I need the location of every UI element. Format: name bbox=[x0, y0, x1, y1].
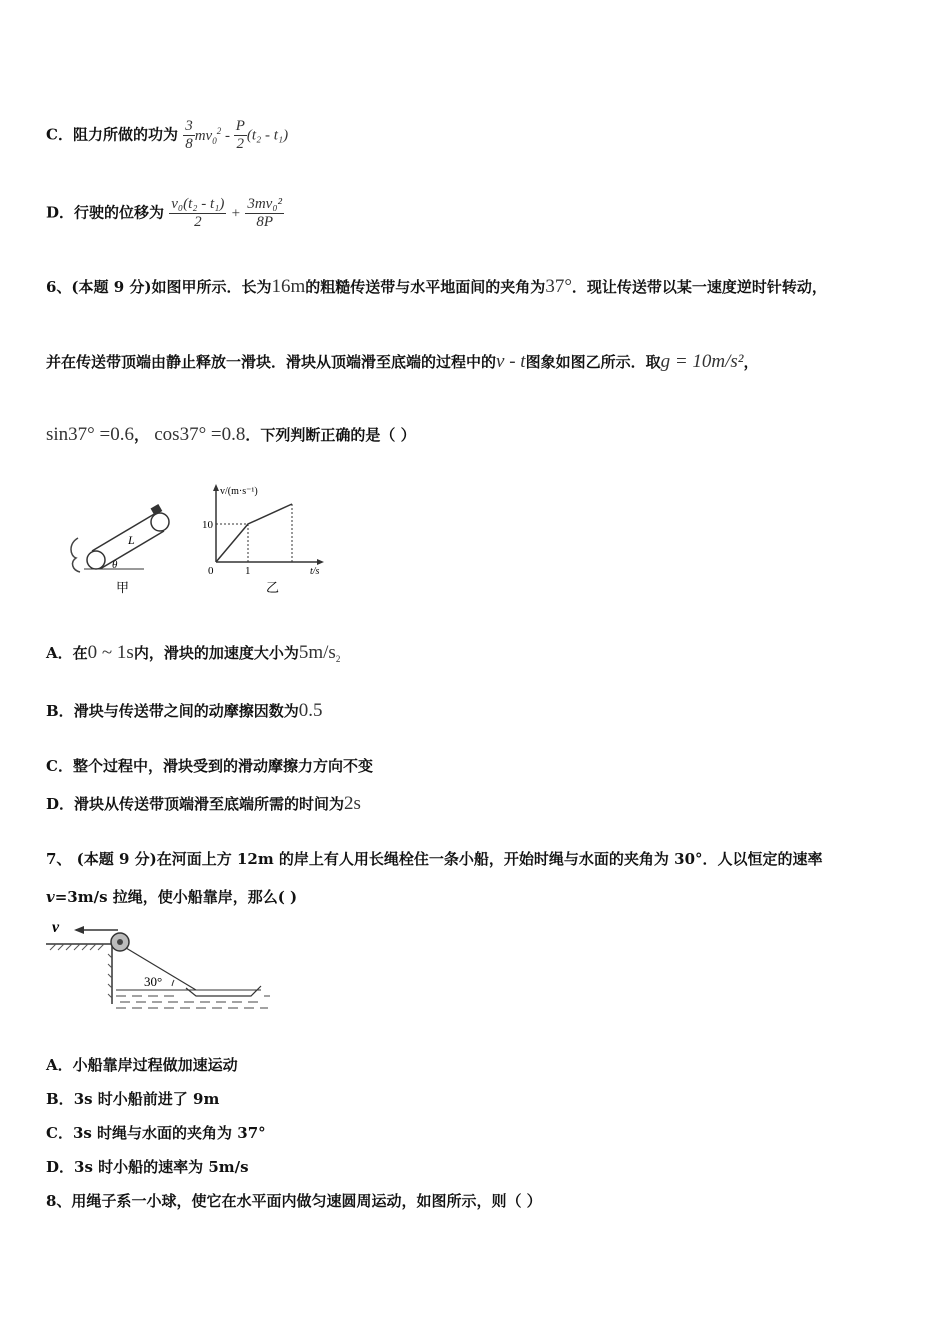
q8-stem-line1: 8、用绳子系一小球，使它在水平面内做匀速圆周运动，如图所示，则（ ） bbox=[46, 1192, 542, 1210]
caption-jia: 甲 bbox=[116, 580, 130, 595]
q6-stem-line3 bbox=[46, 424, 416, 446]
pull-arrow bbox=[74, 926, 84, 934]
q6-stem-text: 图象如图乙所示．取 bbox=[525, 353, 661, 371]
q6-stem-text: 6、(本题 9 分)如图甲所示．长为 bbox=[46, 278, 272, 296]
frac-den: 8P bbox=[256, 214, 274, 230]
q6-mu: 0.5 bbox=[298, 700, 323, 721]
q6-stem-text: ．现让传送带以某一速度逆时针转动， bbox=[571, 278, 827, 296]
q5-option-c-label: C． bbox=[46, 125, 73, 144]
option-label: D． bbox=[46, 795, 75, 813]
plus-sign: + bbox=[231, 205, 241, 222]
frac-num: v₀(t₂ - t₁) bbox=[171, 196, 225, 212]
q6-accel-sub: 2 bbox=[335, 654, 341, 664]
q6-time: 2s bbox=[344, 793, 361, 814]
y-label: v/(m·s⁻¹) bbox=[220, 486, 258, 497]
q5-option-c-paren: (t₂ - t₁) bbox=[246, 127, 289, 144]
boat bbox=[186, 986, 261, 996]
label-L: L bbox=[128, 533, 135, 547]
q6-stem-text: ．下列判断正确的是（ ） bbox=[245, 426, 416, 444]
q6-figure-yi bbox=[200, 480, 340, 600]
q7-stem-line2 bbox=[46, 886, 297, 907]
q5-option-d-frac1 bbox=[169, 196, 226, 231]
frac-den: 2 bbox=[194, 214, 202, 230]
q6-range: 0 ~ 1s bbox=[87, 642, 134, 663]
q7-stem-line1: 7、 (本题 9 分)在河面上方 12m 的岸上有人用长绳栓住一条小船，开始时绳与水面的夹角为 30°．人以恒定的速率 bbox=[46, 850, 823, 868]
pulley-axle bbox=[117, 939, 123, 945]
q6-length: 16m bbox=[271, 276, 306, 297]
q5-option-c-frac2 bbox=[234, 118, 247, 153]
frac-num: 3 bbox=[185, 118, 193, 134]
belt-upper bbox=[92, 513, 156, 551]
minus-sign: - bbox=[224, 127, 230, 144]
caption-yi: 乙 bbox=[266, 580, 280, 595]
option-text: 在 bbox=[72, 644, 88, 662]
q6-stem-text: 的粗糙传送带与水平地面间的夹角为 bbox=[305, 278, 546, 296]
q6-sin: sin37° =0.6 bbox=[46, 424, 134, 445]
option-text: 3s 时绳与水面的夹角为 37° bbox=[72, 1124, 266, 1142]
y-arrow bbox=[213, 484, 219, 491]
q7-option-a bbox=[46, 1054, 238, 1075]
q6-comma: ， bbox=[134, 426, 150, 444]
q7-v: v bbox=[46, 888, 55, 906]
tick-10: 10 bbox=[202, 519, 213, 531]
x-arrow bbox=[317, 559, 324, 565]
q5-option-d-text: 行驶的位移为 bbox=[74, 203, 165, 222]
q6-stem-line2 bbox=[46, 351, 759, 373]
frac-den: 2 bbox=[236, 136, 245, 152]
option-text: 内，滑块的加速度大小为 bbox=[133, 644, 299, 662]
q6-gravity: g = 10m/s² bbox=[660, 351, 744, 372]
label-theta: θ bbox=[112, 559, 118, 571]
pulley-bottom bbox=[87, 551, 105, 569]
angle-arc bbox=[172, 980, 174, 986]
q6-vt: v - t bbox=[496, 351, 526, 372]
option-text: 滑块从传送带顶端滑至底端所需的时间为 bbox=[74, 795, 345, 813]
q6-figure-jia bbox=[64, 498, 184, 598]
q5-option-c bbox=[46, 118, 288, 153]
q7-option-b bbox=[46, 1088, 219, 1109]
q5-option-c-text: 阻力所做的功为 bbox=[72, 125, 178, 144]
option-text: 整个过程中，滑块受到的滑动摩擦力方向不变 bbox=[72, 757, 373, 775]
q6-option-c bbox=[46, 755, 373, 776]
q5-option-c-term bbox=[194, 125, 234, 146]
tick-0: 0 bbox=[208, 565, 214, 577]
sup-two: 2 bbox=[216, 125, 222, 136]
frac-den: 8 bbox=[185, 136, 193, 152]
tick-1: 1 bbox=[245, 565, 251, 577]
frac-num: P bbox=[235, 118, 245, 134]
q7-option-c bbox=[46, 1122, 266, 1143]
vt-line bbox=[216, 504, 292, 562]
q7-option-d bbox=[46, 1156, 249, 1177]
q6-stem-text: 并在传送带顶端由静止释放一滑块．滑块从顶端滑至底端的过程中的 bbox=[46, 353, 497, 371]
label-v: v bbox=[52, 919, 60, 936]
q5-option-d-frac2 bbox=[245, 196, 284, 231]
q5-option-d bbox=[46, 196, 284, 231]
q6-option-b bbox=[46, 700, 322, 722]
option-text: 小船靠岸过程做加速运动 bbox=[72, 1056, 238, 1074]
option-label: C． bbox=[46, 757, 73, 775]
option-label: A． bbox=[46, 1056, 73, 1074]
option-label: B． bbox=[46, 702, 74, 720]
q6-option-a bbox=[46, 642, 340, 664]
option-label: C． bbox=[46, 1124, 73, 1142]
label-angle: 30° bbox=[144, 974, 163, 989]
option-text: 滑块与传送带之间的动摩擦因数为 bbox=[73, 702, 299, 720]
option-label: D． bbox=[46, 1158, 75, 1176]
q6-accel: 5m/s bbox=[298, 642, 336, 663]
bank-hatch bbox=[50, 944, 104, 950]
q6-stem-text: ， bbox=[743, 353, 759, 371]
q7-stem-text: =3m/s 拉绳，使小船靠岸，那么( ) bbox=[54, 888, 298, 906]
q5-option-d-label: D． bbox=[46, 203, 75, 222]
x-label: t/s bbox=[310, 566, 320, 577]
pulley-top bbox=[151, 513, 169, 531]
option-text: 3s 时小船前进了 9m bbox=[73, 1090, 220, 1108]
option-label: A． bbox=[46, 644, 73, 662]
water-dashes bbox=[116, 996, 270, 1008]
option-text: 3s 时小船的速率为 5m/s bbox=[74, 1158, 249, 1176]
option-label: B． bbox=[46, 1090, 74, 1108]
sub-zero: 0 bbox=[212, 135, 217, 146]
q5-option-c-frac1 bbox=[183, 118, 195, 153]
frac-num: 3mv₀² bbox=[247, 196, 283, 212]
q7-figure bbox=[46, 914, 276, 1014]
term-mv: mv bbox=[194, 127, 213, 144]
q6-cos: cos37° =0.8 bbox=[154, 424, 246, 445]
q6-angle: 37° bbox=[545, 276, 572, 297]
q6-stem-line1 bbox=[46, 276, 827, 298]
wall-curve bbox=[71, 538, 80, 572]
q6-option-d bbox=[46, 793, 361, 815]
